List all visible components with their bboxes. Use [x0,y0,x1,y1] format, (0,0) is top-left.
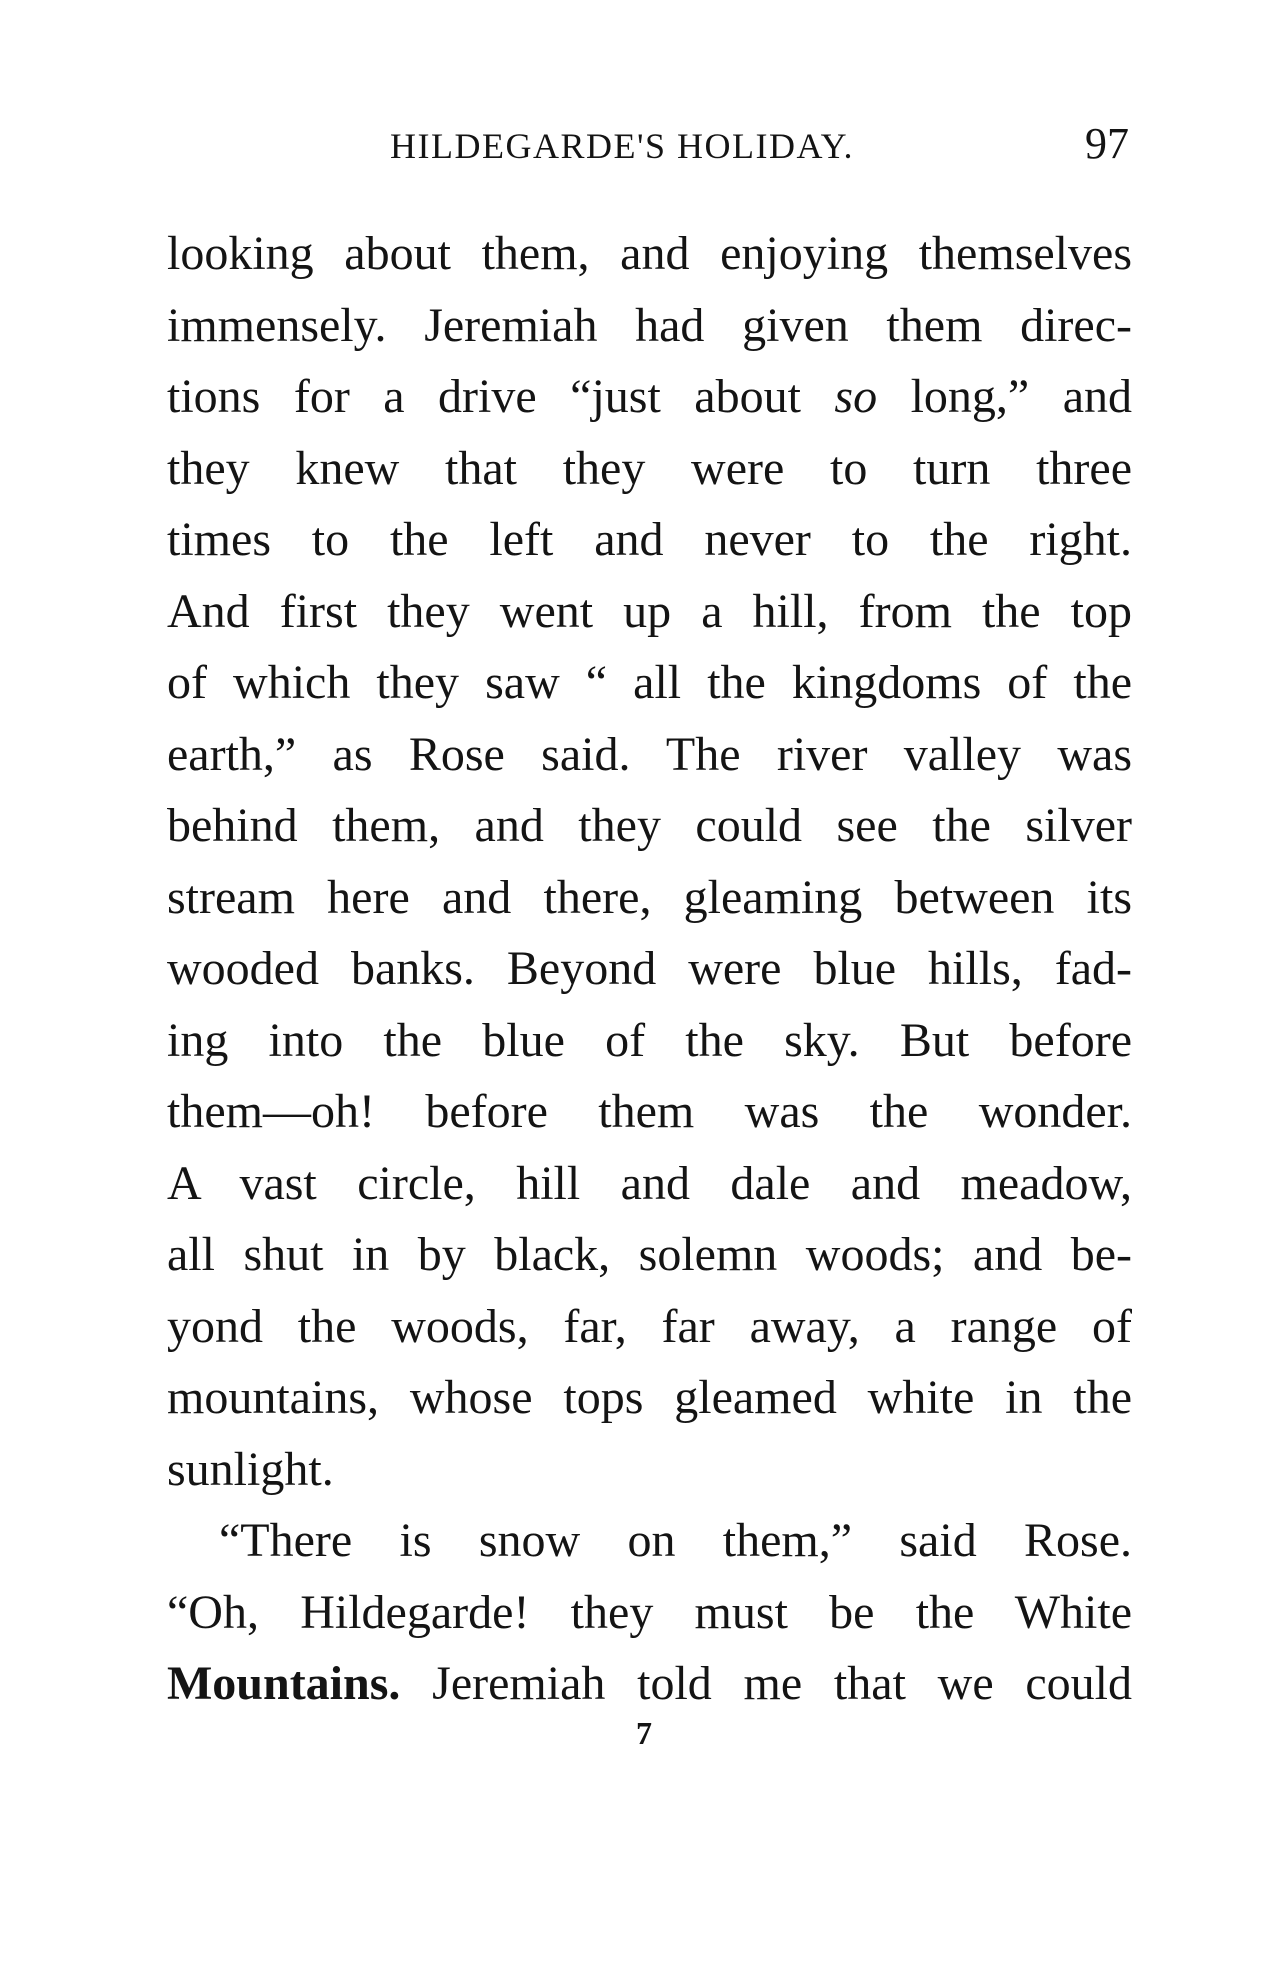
text-line: A vast circle, hill and dale and meadow, [167,1156,1132,1210]
text-line: all shut in by black, solemn woods; and be- [167,1228,1132,1281]
text-line: immensely. Jeremiah had given them direc- [167,298,1132,352]
body-text [167,218,1132,1720]
text-line: ing into the blue of the sky. But before [167,1013,1132,1067]
page-number: 97 [1085,119,1129,168]
text-line: mountains, whose tops gleamed white in the [167,1371,1132,1424]
text-line: behind them, and they could see the silver [167,799,1132,852]
text-segment: long,” and [910,370,1133,423]
text-line: they knew that they were to turn three [167,441,1132,495]
text-line [167,361,1132,433]
text-line [167,1648,1132,1720]
text-line: earth,” as Rose said. The river valley was [167,727,1132,781]
text-line: And first they went up a hill, from the top [167,584,1132,638]
text-line: “There is snow on them,” said Rose. [219,1514,1132,1567]
italic-word: so [834,370,878,423]
text-line: yond the woods, far, far away, a range of [167,1299,1132,1353]
text-line: wooded banks. Beyond were blue hills, fad- [167,942,1132,995]
text-line: looking about them, and enjoying themselves [167,227,1132,280]
text-line: times to the left and never to the right. [167,513,1132,566]
text-line: them—oh! before them was the wonder. [167,1085,1132,1138]
running-head-title: HILDEGARDE'S HOLIDAY. [390,126,854,166]
text-line: sunlight. [167,1442,334,1496]
text-segment: tions for a drive “just about [167,370,801,423]
text-line: stream here and there, gleaming between its [167,870,1132,924]
text-line: “Oh, Hildegarde! they must be the White [167,1585,1132,1639]
bold-word: Mountains. [167,1657,401,1710]
text-line: of which they saw “ all the kingdoms of the [167,656,1132,709]
text-segment: Jeremiah told me that we could [432,1657,1132,1710]
signature-mark: 7 [636,1715,652,1751]
